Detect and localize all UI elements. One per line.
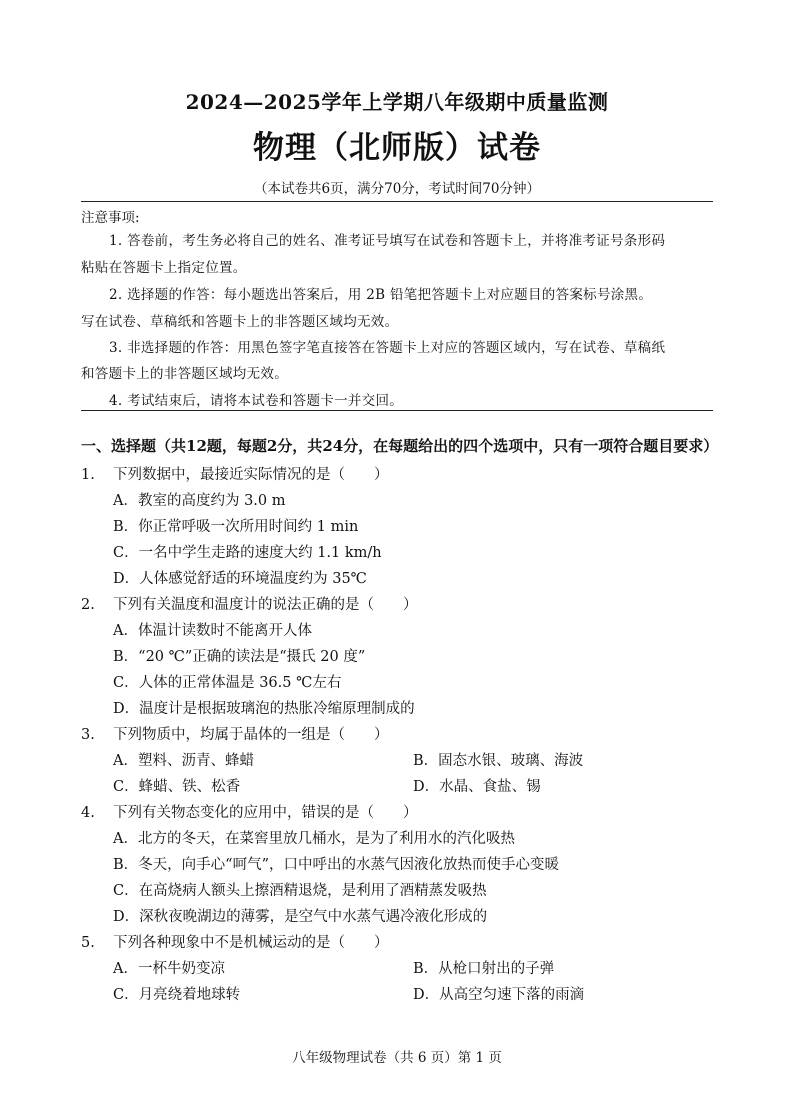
option-b: B．冬天，向手心“呵气”，口中呼出的水蒸气因液化放热而使手心变暖 [113, 857, 559, 873]
option-c: C．月亮绕着地球转 [113, 987, 241, 1003]
question-number: 4. [81, 805, 95, 821]
option-a: A．教室的高度约为 3.0 m [113, 493, 286, 509]
notice-line: 1. 答卷前，考生务必将自己的姓名、准考证号填写在试卷和答题卡上，并将准考证号条形码 [109, 233, 666, 249]
option-b: B．你正常呼吸一次所用时间约 1 min [113, 519, 359, 535]
option-a: A．北方的冬天，在菜窖里放几桶水，是为了利用水的汽化吸热 [113, 831, 515, 847]
option-b: B．固态水银、玻璃、海波 [413, 753, 584, 769]
page-footer: 八年级物理试卷（共 6 页）第 1 页 [292, 1050, 502, 1066]
question-number: 1. [81, 467, 95, 483]
question-text: 下列数据中，最接近实际情况的是（ ） [113, 467, 389, 483]
option-a: A．体温计读数时不能离开人体 [113, 623, 312, 639]
question-stem [81, 723, 389, 744]
option-c: C．一名中学生走路的速度大约 1.1 km/h [113, 545, 382, 561]
section-heading: 一、选择题（共12题，每题2分，共24分，在每题给出的四个选项中，只有一项符合题目要求） [81, 437, 719, 455]
option-d: D．水晶、食盐、锡 [413, 779, 541, 795]
question-text: 下列物质中，均属于晶体的一组是（ ） [113, 727, 389, 743]
option-d: D．深秋夜晚湖边的薄雾，是空气中水蒸气遇冷液化形成的 [113, 909, 488, 925]
notice-line: 3. 非选择题的作答：用黑色签字笔直接答在答题卡上对应的答题区域内，写在试卷、草稿纸 [109, 340, 666, 356]
exam-info: （本试卷共6页，满分70分，考试时间70分钟） [254, 181, 540, 197]
notice-line: 和答题卡上的非答题区域均无效。 [81, 366, 288, 382]
question-text: 下列各种现象中不是机械运动的是（ ） [113, 935, 389, 951]
notice-heading: 注意事项: [81, 210, 140, 226]
option-b: B．“20 ℃”正确的读法是“摄氏 20 度” [113, 649, 366, 665]
notice-line: 2. 选择题的作答：每小题选出答案后，用 2B 铅笔把答题卡上对应题目的答案标号涂黑。 [109, 287, 653, 303]
question-number: 3. [81, 727, 95, 743]
question-number: 5. [81, 935, 95, 951]
question-text: 下列有关物态变化的应用中，错误的是（ ） [113, 805, 418, 821]
question-stem [81, 931, 389, 952]
option-c: C．在高烧病人额头上擦酒精退烧，是利用了酒精蒸发吸热 [113, 883, 487, 899]
option-d: D．温度计是根据玻璃泡的热胀冷缩原理制成的 [113, 701, 415, 717]
question-number: 2. [81, 597, 95, 613]
question-stem [81, 801, 418, 822]
option-d: D．从高空匀速下落的雨滴 [413, 987, 585, 1003]
question-stem [81, 593, 418, 614]
option-c: C．人体的正常体温是 36.5 ℃左右 [113, 675, 342, 691]
notice-line: 写在试卷、草稿纸和答题卡上的非答题区域均无效。 [81, 314, 399, 330]
option-a: A．塑料、沥青、蜂蜡 [113, 753, 254, 769]
notice-line: 4. 考试结束后，请将本试卷和答题卡一并交回。 [109, 393, 404, 409]
option-b: B．从枪口射出的子弹 [413, 961, 555, 977]
notice-line: 粘贴在答题卡上指定位置。 [81, 260, 247, 276]
bottom-rule [81, 410, 713, 411]
question-text: 下列有关温度和温度计的说法正确的是（ ） [113, 597, 418, 613]
top-rule [81, 201, 713, 202]
option-c: C．蜂蜡、铁、松香 [113, 779, 241, 795]
option-d: D．人体感觉舒适的环境温度约为 35℃ [113, 571, 367, 587]
subject-title: 物理（北师版）试卷 [253, 130, 541, 166]
option-a: A．一杯牛奶变凉 [113, 961, 225, 977]
exam-title: 2024—2025学年上学期八年级期中质量监测 [185, 90, 609, 114]
question-stem [81, 463, 389, 484]
